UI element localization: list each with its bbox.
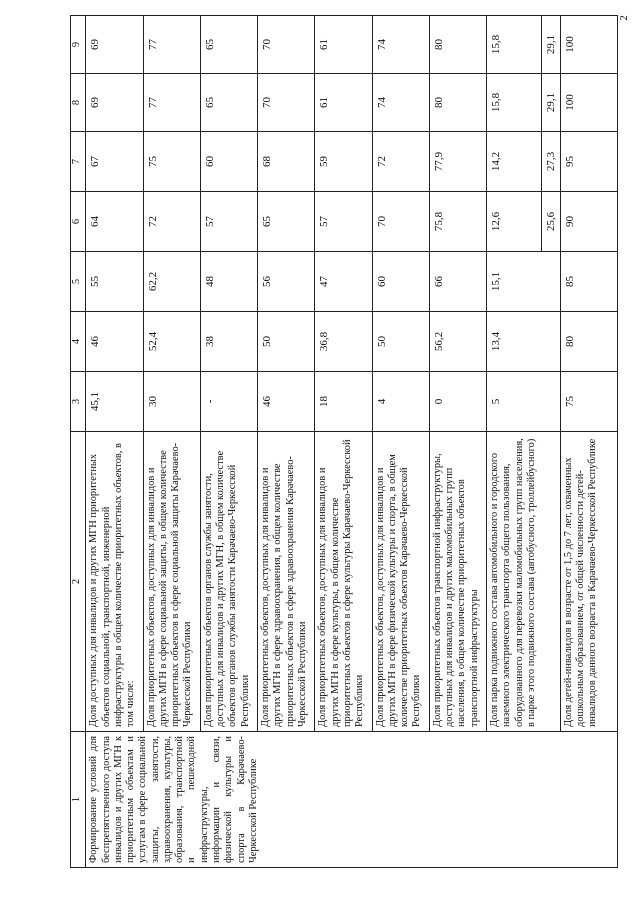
value-cell <box>487 252 561 312</box>
value-cell: 72 <box>143 192 200 252</box>
value-cell: 75,8 <box>429 192 486 252</box>
value-cell: 72 <box>372 132 429 192</box>
value-cell: 18 <box>315 372 372 432</box>
value-primary: 12,6 <box>490 211 503 232</box>
indicator-table <box>70 15 618 868</box>
value-cell: 45,1 <box>86 372 143 432</box>
value-cell: 50 <box>372 312 429 372</box>
value-cell: 52,4 <box>143 312 200 372</box>
value-cell: 30 <box>143 372 200 432</box>
group-cell: Формирование условий для беспрепятственного доступа инвалидов и других МГН к приоритетным объектам и услугам в сфере социальной защиты, занятости, здравоохранения, культуры, образования, транспортной и пешеходной инфраструктуры, информации и связи, физической культуры и спорта в Карачаево-Черкесской Республике <box>86 732 618 868</box>
value-cell: 57 <box>315 192 372 252</box>
value-cell: 62,2 <box>143 252 200 312</box>
value-secondary: 29,1 <box>541 16 558 73</box>
value-primary: 14,2 <box>490 151 503 172</box>
value-cell: 48 <box>200 252 257 312</box>
header-row <box>71 16 86 868</box>
value-cell: 56 <box>258 252 315 312</box>
value-cell <box>487 192 561 252</box>
value-cell: 95 <box>560 132 617 192</box>
value-primary: 15,8 <box>490 34 503 55</box>
value-cell: 67 <box>86 132 143 192</box>
value-cell: 77 <box>143 74 200 132</box>
value-cell: 74 <box>372 16 429 74</box>
col-header: 7 <box>71 132 86 192</box>
indicator-name: Доля парка подвижного состава автомобильного и городского наземного электрического транспорта общего пользования, оборудованного для перевозки маломобильных групп населения, в парке этого подвижного состава (автобусного, троллейбусного) <box>487 432 561 732</box>
value-cell: 64 <box>86 192 143 252</box>
col-header: 6 <box>71 192 86 252</box>
value-cell: 46 <box>86 312 143 372</box>
value-cell: 46 <box>258 372 315 432</box>
col-header: 9 <box>71 16 86 74</box>
value-cell: 80 <box>429 16 486 74</box>
value-cell: 80 <box>560 312 617 372</box>
value-cell <box>487 312 561 372</box>
value-cell <box>487 132 561 192</box>
value-cell: 57 <box>200 192 257 252</box>
value-cell: 75 <box>560 372 617 432</box>
indicator-name: Доля приоритетных объектов, доступных для инвалидов и других МГН в сфере культуры, в общем количестве приоритетных объектов в сфере культуры Карачаево-Черкесской Республики <box>315 432 372 732</box>
value-cell: 74 <box>372 74 429 132</box>
indicator-name: Доля приоритетных объектов, доступных для инвалидов и других МГН в сфере физической культуры и спорта, в общем количестве приоритетных объектов Карачаево-Черкесской Республики <box>372 432 429 732</box>
value-cell: 85 <box>560 252 617 312</box>
value-cell <box>487 74 561 132</box>
value-cell: 70 <box>258 16 315 74</box>
col-header: 2 <box>71 432 86 732</box>
col-header: 8 <box>71 74 86 132</box>
value-cell: 56,2 <box>429 312 486 372</box>
value-cell: 90 <box>560 192 617 252</box>
indicator-name: Доля детей-инвалидов в возрасте от 1,5 до 7 лет, охваченных дошкольным образованием, от общей численности детей-инвалидов данного возраста в Карачаево-Черкесской Республике <box>560 432 617 732</box>
value-cell: 60 <box>372 252 429 312</box>
value-cell <box>487 16 561 74</box>
value-cell: 60 <box>200 132 257 192</box>
value-secondary: 25,6 <box>541 192 558 251</box>
value-cell: 65 <box>200 74 257 132</box>
value-cell: 77 <box>143 16 200 74</box>
value-cell: 61 <box>315 74 372 132</box>
value-cell: 70 <box>258 74 315 132</box>
indicator-name: Доля доступных для инвалидов и других МГН приоритетных объектов социальной, транспортной, инженерной инфраструктуры в общем количестве приоритетных объектов, в том числе: <box>86 432 143 732</box>
value-cell: 0 <box>429 372 486 432</box>
value-cell: 66 <box>429 252 486 312</box>
value-secondary: 27,3 <box>541 132 558 191</box>
col-header: 3 <box>71 372 86 432</box>
indicator-name: Доля приоритетных объектов органов службы занятости, доступных для инвалидов и других МГН, в общем количестве объектов органов службы занятости Карачаево-Черкесской Республики <box>200 432 257 732</box>
value-cell: 80 <box>429 74 486 132</box>
value-cell: 75 <box>143 132 200 192</box>
value-cell: 100 <box>560 74 617 132</box>
value-cell: 69 <box>86 74 143 132</box>
value-cell: 65 <box>200 16 257 74</box>
value-cell: 38 <box>200 312 257 372</box>
value-cell <box>487 372 561 432</box>
indicator-name: Доля приоритетных объектов транспортной инфраструктуры, доступных для инвалидов и других маломобильных групп населения, в общем количестве приоритетных объектов транспортной инфраструктуры <box>429 432 486 732</box>
value-cell: 77,9 <box>429 132 486 192</box>
value-cell: 61 <box>315 16 372 74</box>
value-cell: 47 <box>315 252 372 312</box>
table-row <box>86 16 143 868</box>
value-primary: 15,8 <box>490 92 503 113</box>
indicator-table-rotated <box>70 16 618 868</box>
value-cell: 36,8 <box>315 312 372 372</box>
indicator-name: Доля приоритетных объектов, доступных для инвалидов и других МГН в сфере социальной защиты, в общем количестве приоритетных объектов в сфере социальной защиты Карачаево-Черкесской Республики <box>143 432 200 732</box>
col-header: 4 <box>71 312 86 372</box>
indicator-name: Доля приоритетных объектов, доступных для инвалидов и других МГН в сфере здравоохранения, в общем количестве приоритетных объектов в сфере здравоохранения Карачаево-Черкесской Республики <box>258 432 315 732</box>
value-cell: 69 <box>86 16 143 74</box>
value-primary: 15,1 <box>490 271 503 292</box>
value-primary: 13,4 <box>490 331 503 352</box>
value-cell: 100 <box>560 16 617 74</box>
value-cell: - <box>200 372 257 432</box>
page-number: 2 <box>617 15 630 21</box>
value-cell: 68 <box>258 132 315 192</box>
col-header: 1 <box>71 732 86 868</box>
value-cell: 70 <box>372 192 429 252</box>
value-cell: 59 <box>315 132 372 192</box>
value-primary: 5 <box>490 398 503 405</box>
value-cell: 55 <box>86 252 143 312</box>
col-header: 5 <box>71 252 86 312</box>
value-secondary: 29,1 <box>541 74 558 131</box>
value-cell: 65 <box>258 192 315 252</box>
value-cell: 50 <box>258 312 315 372</box>
value-cell: 4 <box>372 372 429 432</box>
